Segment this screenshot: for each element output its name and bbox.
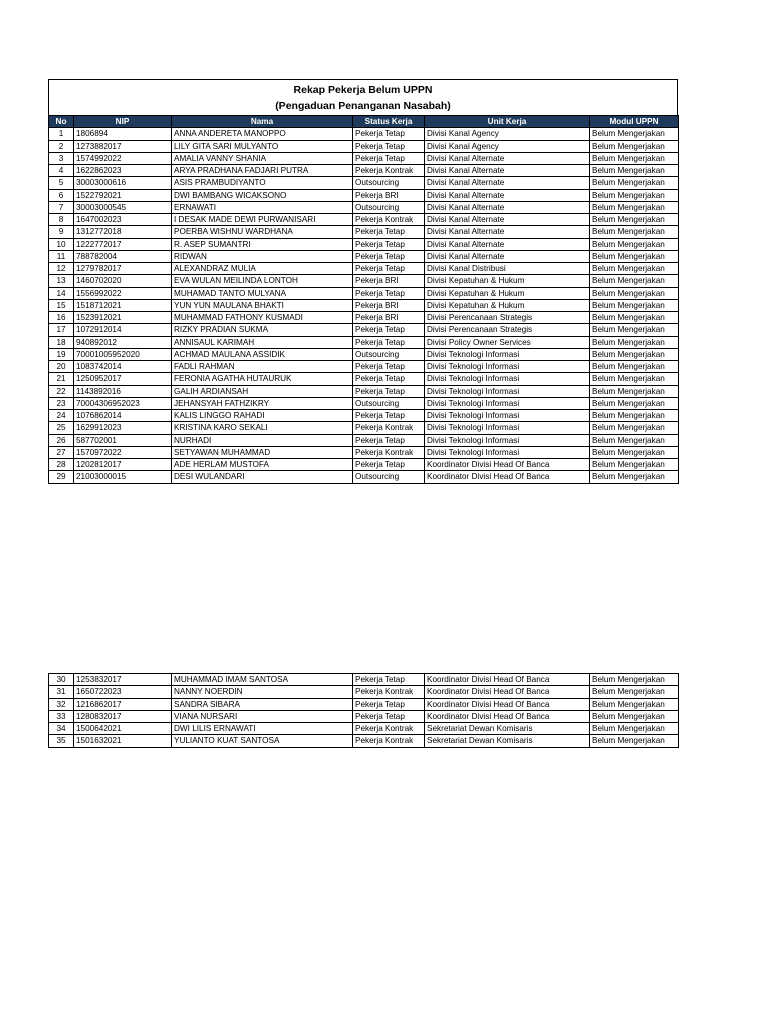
table-row bbox=[49, 275, 679, 287]
cell-unit: Koordinator Divisi Head Of Banca bbox=[425, 471, 590, 483]
cell-modul: Belum Mengerjakan bbox=[590, 446, 679, 458]
cell-modul: Belum Mengerjakan bbox=[590, 152, 679, 164]
col-header-unit: Unit Kerja bbox=[425, 116, 590, 128]
table-row bbox=[49, 735, 679, 747]
cell-unit: Divisi Teknologi Informasi bbox=[425, 446, 590, 458]
cell-nama: MUHAMMAD IMAM SANTOSA bbox=[172, 674, 353, 686]
cell-modul: Belum Mengerjakan bbox=[590, 165, 679, 177]
table-row bbox=[49, 324, 679, 336]
report-title-block bbox=[48, 79, 678, 115]
worker-table-continued bbox=[48, 673, 679, 748]
cell-unit: Sekretariat Dewan Komisaris bbox=[425, 723, 590, 735]
cell-nip: 1570972022 bbox=[74, 446, 172, 458]
cell-nip: 1556992022 bbox=[74, 287, 172, 299]
cell-modul: Belum Mengerjakan bbox=[590, 397, 679, 409]
cell-modul: Belum Mengerjakan bbox=[590, 312, 679, 324]
cell-nip: 1076862014 bbox=[74, 410, 172, 422]
table-row bbox=[49, 165, 679, 177]
cell-unit: Divisi Kanal Agency bbox=[425, 140, 590, 152]
worker-table bbox=[48, 115, 679, 484]
cell-status: Pekerja Tetap bbox=[353, 250, 425, 262]
table-row bbox=[49, 686, 679, 698]
cell-modul: Belum Mengerjakan bbox=[590, 189, 679, 201]
cell-nama: ALEXANDRAZ MULIA bbox=[172, 263, 353, 275]
cell-no: 7 bbox=[49, 201, 74, 213]
cell-status: Pekerja Kontrak bbox=[353, 422, 425, 434]
cell-no: 11 bbox=[49, 250, 74, 262]
cell-status: Pekerja Tetap bbox=[353, 373, 425, 385]
cell-nip: 940892012 bbox=[74, 336, 172, 348]
cell-status: Pekerja Tetap bbox=[353, 361, 425, 373]
table-row bbox=[49, 189, 679, 201]
cell-status: Pekerja Tetap bbox=[353, 238, 425, 250]
cell-nama: DWI BAMBANG WICAKSONO bbox=[172, 189, 353, 201]
cell-nip: 1647002023 bbox=[74, 214, 172, 226]
cell-status: Pekerja Tetap bbox=[353, 263, 425, 275]
cell-no: 12 bbox=[49, 263, 74, 275]
cell-nip: 1216862017 bbox=[74, 698, 172, 710]
cell-modul: Belum Mengerjakan bbox=[590, 674, 679, 686]
cell-no: 10 bbox=[49, 238, 74, 250]
cell-modul: Belum Mengerjakan bbox=[590, 373, 679, 385]
table-row bbox=[49, 201, 679, 213]
cell-unit: Divisi Kanal Alternate bbox=[425, 152, 590, 164]
cell-nama: DESI WULANDARI bbox=[172, 471, 353, 483]
table-row bbox=[49, 385, 679, 397]
cell-unit: Divisi Kanal Distribusi bbox=[425, 263, 590, 275]
cell-status: Pekerja Tetap bbox=[353, 226, 425, 238]
cell-nip: 70004306952023 bbox=[74, 397, 172, 409]
cell-status: Outsourcing bbox=[353, 177, 425, 189]
cell-nip: 1574992022 bbox=[74, 152, 172, 164]
cell-modul: Belum Mengerjakan bbox=[590, 214, 679, 226]
cell-nama: VIANA NURSARI bbox=[172, 710, 353, 722]
cell-unit: Sekretariat Dewan Komisaris bbox=[425, 735, 590, 747]
cell-nip: 1202812017 bbox=[74, 459, 172, 471]
cell-nip: 1250952017 bbox=[74, 373, 172, 385]
cell-nama: R. ASEP SUMANTRI bbox=[172, 238, 353, 250]
cell-modul: Belum Mengerjakan bbox=[590, 287, 679, 299]
cell-nip: 1622862023 bbox=[74, 165, 172, 177]
cell-nip: 1279782017 bbox=[74, 263, 172, 275]
cell-nip: 1072912014 bbox=[74, 324, 172, 336]
cell-nip: 1253832017 bbox=[74, 674, 172, 686]
cell-no: 17 bbox=[49, 324, 74, 336]
cell-unit: Koordinator Divisi Head Of Banca bbox=[425, 686, 590, 698]
cell-status: Pekerja Tetap bbox=[353, 152, 425, 164]
cell-unit: Divisi Teknologi Informasi bbox=[425, 373, 590, 385]
cell-status: Pekerja Tetap bbox=[353, 710, 425, 722]
table-row bbox=[49, 336, 679, 348]
cell-status: Pekerja Tetap bbox=[353, 459, 425, 471]
cell-status: Pekerja Kontrak bbox=[353, 686, 425, 698]
table-row bbox=[49, 238, 679, 250]
cell-nip: 1650722023 bbox=[74, 686, 172, 698]
cell-modul: Belum Mengerjakan bbox=[590, 324, 679, 336]
cell-status: Pekerja Tetap bbox=[353, 336, 425, 348]
cell-modul: Belum Mengerjakan bbox=[590, 250, 679, 262]
cell-modul: Belum Mengerjakan bbox=[590, 686, 679, 698]
cell-modul: Belum Mengerjakan bbox=[590, 471, 679, 483]
cell-nama: SANDRA SIBARA bbox=[172, 698, 353, 710]
cell-no: 30 bbox=[49, 674, 74, 686]
col-header-status: Status Kerja bbox=[353, 116, 425, 128]
cell-status: Outsourcing bbox=[353, 397, 425, 409]
cell-no: 34 bbox=[49, 723, 74, 735]
cell-nip: 788782004 bbox=[74, 250, 172, 262]
cell-no: 4 bbox=[49, 165, 74, 177]
cell-nama: YULIANTO KUAT SANTOSA bbox=[172, 735, 353, 747]
cell-modul: Belum Mengerjakan bbox=[590, 226, 679, 238]
cell-modul: Belum Mengerjakan bbox=[590, 348, 679, 360]
cell-unit: Divisi Teknologi Informasi bbox=[425, 434, 590, 446]
table-row bbox=[49, 459, 679, 471]
cell-status: Pekerja Tetap bbox=[353, 434, 425, 446]
cell-modul: Belum Mengerjakan bbox=[590, 177, 679, 189]
table-row bbox=[49, 422, 679, 434]
cell-no: 27 bbox=[49, 446, 74, 458]
cell-no: 25 bbox=[49, 422, 74, 434]
table-row bbox=[49, 152, 679, 164]
cell-unit: Koordinator Divisi Head Of Banca bbox=[425, 698, 590, 710]
cell-nama: NANNY NOERDIN bbox=[172, 686, 353, 698]
cell-unit: Divisi Kepatuhan & Hukum bbox=[425, 275, 590, 287]
cell-status: Pekerja BRI bbox=[353, 312, 425, 324]
cell-nama: YUN YUN MAULANA BHAKTI bbox=[172, 299, 353, 311]
cell-nama: RIDWAN bbox=[172, 250, 353, 262]
table-row bbox=[49, 177, 679, 189]
cell-unit: Divisi Teknologi Informasi bbox=[425, 361, 590, 373]
cell-status: Outsourcing bbox=[353, 348, 425, 360]
cell-nama: ARYA PRADHANA FADJARI PUTRA bbox=[172, 165, 353, 177]
cell-no: 29 bbox=[49, 471, 74, 483]
cell-status: Pekerja Tetap bbox=[353, 128, 425, 140]
cell-status: Pekerja Tetap bbox=[353, 287, 425, 299]
table-row bbox=[49, 128, 679, 140]
cell-no: 13 bbox=[49, 275, 74, 287]
table-row bbox=[49, 263, 679, 275]
cell-status: Pekerja Kontrak bbox=[353, 165, 425, 177]
table-body-continued bbox=[49, 674, 679, 748]
cell-nip: 1460702020 bbox=[74, 275, 172, 287]
table-row bbox=[49, 446, 679, 458]
cell-nip: 1312772018 bbox=[74, 226, 172, 238]
cell-status: Pekerja Tetap bbox=[353, 324, 425, 336]
cell-nama: RIZKY PRADIAN SUKMA bbox=[172, 324, 353, 336]
table-row bbox=[49, 471, 679, 483]
cell-nip: 1222772017 bbox=[74, 238, 172, 250]
cell-unit: Divisi Kanal Alternate bbox=[425, 226, 590, 238]
cell-modul: Belum Mengerjakan bbox=[590, 201, 679, 213]
cell-status: Pekerja Kontrak bbox=[353, 446, 425, 458]
cell-no: 33 bbox=[49, 710, 74, 722]
cell-status: Pekerja Tetap bbox=[353, 385, 425, 397]
cell-no: 19 bbox=[49, 348, 74, 360]
table-row bbox=[49, 214, 679, 226]
table-row bbox=[49, 312, 679, 324]
cell-no: 6 bbox=[49, 189, 74, 201]
cell-modul: Belum Mengerjakan bbox=[590, 361, 679, 373]
cell-no: 15 bbox=[49, 299, 74, 311]
cell-unit: Koordinator Divisi Head Of Banca bbox=[425, 674, 590, 686]
table-row bbox=[49, 361, 679, 373]
cell-nama: I DESAK MADE DEWI PURWANISARI bbox=[172, 214, 353, 226]
cell-nama: MUHAMMAD FATHONY KUSMADI bbox=[172, 312, 353, 324]
cell-modul: Belum Mengerjakan bbox=[590, 385, 679, 397]
cell-nip: 30003000616 bbox=[74, 177, 172, 189]
cell-modul: Belum Mengerjakan bbox=[590, 723, 679, 735]
cell-no: 2 bbox=[49, 140, 74, 152]
cell-nip: 1501632021 bbox=[74, 735, 172, 747]
cell-unit: Divisi Teknologi Informasi bbox=[425, 397, 590, 409]
cell-unit: Koordinator Divisi Head Of Banca bbox=[425, 710, 590, 722]
cell-nama: JEHANSYAH FATHZIKRY bbox=[172, 397, 353, 409]
table-row bbox=[49, 710, 679, 722]
cell-no: 20 bbox=[49, 361, 74, 373]
cell-no: 8 bbox=[49, 214, 74, 226]
cell-no: 22 bbox=[49, 385, 74, 397]
table-row bbox=[49, 410, 679, 422]
cell-nama: KRISTINA KARO SEKALI bbox=[172, 422, 353, 434]
cell-nip: 587702001 bbox=[74, 434, 172, 446]
cell-status: Pekerja Kontrak bbox=[353, 723, 425, 735]
cell-modul: Belum Mengerjakan bbox=[590, 140, 679, 152]
cell-no: 31 bbox=[49, 686, 74, 698]
cell-status: Pekerja Tetap bbox=[353, 674, 425, 686]
cell-status: Pekerja Kontrak bbox=[353, 735, 425, 747]
table-row bbox=[49, 373, 679, 385]
cell-unit: Divisi Kanal Alternate bbox=[425, 214, 590, 226]
report-subtitle: (Pengaduan Penanganan Nasabah) bbox=[275, 100, 451, 112]
table-row bbox=[49, 698, 679, 710]
cell-unit: Divisi Kanal Alternate bbox=[425, 165, 590, 177]
table-row bbox=[49, 397, 679, 409]
cell-modul: Belum Mengerjakan bbox=[590, 299, 679, 311]
cell-status: Pekerja Tetap bbox=[353, 410, 425, 422]
cell-nama: LILY GITA SARI MULYANTO bbox=[172, 140, 353, 152]
cell-unit: Divisi Teknologi Informasi bbox=[425, 422, 590, 434]
cell-nip: 1518712021 bbox=[74, 299, 172, 311]
cell-nama: AMALIA VANNY SHANIA bbox=[172, 152, 353, 164]
cell-no: 35 bbox=[49, 735, 74, 747]
cell-nama: FERONIA AGATHA HUTAURUK bbox=[172, 373, 353, 385]
cell-modul: Belum Mengerjakan bbox=[590, 336, 679, 348]
table-header-row bbox=[49, 116, 679, 128]
cell-nip: 21003000015 bbox=[74, 471, 172, 483]
cell-nama: ACHMAD MAULANA ASSIDIK bbox=[172, 348, 353, 360]
cell-modul: Belum Mengerjakan bbox=[590, 128, 679, 140]
cell-unit: Divisi Teknologi Informasi bbox=[425, 348, 590, 360]
cell-nama: FADLI RAHMAN bbox=[172, 361, 353, 373]
cell-modul: Belum Mengerjakan bbox=[590, 275, 679, 287]
table-row bbox=[49, 226, 679, 238]
cell-nama: DWI LILIS ERNAWATI bbox=[172, 723, 353, 735]
cell-status: Pekerja Kontrak bbox=[353, 214, 425, 226]
table-row bbox=[49, 723, 679, 735]
cell-modul: Belum Mengerjakan bbox=[590, 698, 679, 710]
cell-no: 18 bbox=[49, 336, 74, 348]
cell-nip: 1273882017 bbox=[74, 140, 172, 152]
cell-no: 21 bbox=[49, 373, 74, 385]
cell-nip: 30003000545 bbox=[74, 201, 172, 213]
cell-modul: Belum Mengerjakan bbox=[590, 263, 679, 275]
cell-modul: Belum Mengerjakan bbox=[590, 410, 679, 422]
table-row bbox=[49, 250, 679, 262]
cell-modul: Belum Mengerjakan bbox=[590, 710, 679, 722]
cell-unit: Divisi Kanal Alternate bbox=[425, 177, 590, 189]
col-header-nip: NIP bbox=[74, 116, 172, 128]
cell-nama: NURHADI bbox=[172, 434, 353, 446]
cell-nip: 1522792021 bbox=[74, 189, 172, 201]
table-row bbox=[49, 299, 679, 311]
cell-no: 28 bbox=[49, 459, 74, 471]
cell-nip: 1629912023 bbox=[74, 422, 172, 434]
cell-modul: Belum Mengerjakan bbox=[590, 459, 679, 471]
cell-unit: Divisi Kepatuhan & Hukum bbox=[425, 299, 590, 311]
cell-no: 24 bbox=[49, 410, 74, 422]
table-body bbox=[49, 128, 679, 483]
cell-no: 26 bbox=[49, 434, 74, 446]
cell-unit: Divisi Kanal Alternate bbox=[425, 250, 590, 262]
cell-unit: Divisi Teknologi Informasi bbox=[425, 410, 590, 422]
report-title: Rekap Pekerja Belum UPPN bbox=[293, 84, 433, 96]
cell-unit: Koordinator Divisi Head Of Banca bbox=[425, 459, 590, 471]
cell-unit: Divisi Kanal Agency bbox=[425, 128, 590, 140]
table-row bbox=[49, 674, 679, 686]
cell-status: Pekerja Tetap bbox=[353, 140, 425, 152]
cell-modul: Belum Mengerjakan bbox=[590, 434, 679, 446]
cell-unit: Divisi Perencanaan Strategis bbox=[425, 312, 590, 324]
cell-no: 14 bbox=[49, 287, 74, 299]
cell-modul: Belum Mengerjakan bbox=[590, 422, 679, 434]
cell-modul: Belum Mengerjakan bbox=[590, 735, 679, 747]
cell-nip: 70001005952020 bbox=[74, 348, 172, 360]
cell-status: Pekerja Tetap bbox=[353, 698, 425, 710]
cell-status: Pekerja BRI bbox=[353, 189, 425, 201]
cell-nip: 1523912021 bbox=[74, 312, 172, 324]
cell-unit: Divisi Kanal Alternate bbox=[425, 238, 590, 250]
cell-no: 9 bbox=[49, 226, 74, 238]
table-row bbox=[49, 434, 679, 446]
cell-nama: GALIH ARDIANSAH bbox=[172, 385, 353, 397]
cell-no: 3 bbox=[49, 152, 74, 164]
cell-nip: 1143892016 bbox=[74, 385, 172, 397]
cell-nip: 1280832017 bbox=[74, 710, 172, 722]
cell-no: 5 bbox=[49, 177, 74, 189]
col-header-nama: Nama bbox=[172, 116, 353, 128]
cell-nip: 1500642021 bbox=[74, 723, 172, 735]
col-header-modul: Modul UPPN bbox=[590, 116, 679, 128]
cell-nama: ASIS PRAMBUDIYANTO bbox=[172, 177, 353, 189]
table-row bbox=[49, 287, 679, 299]
cell-status: Pekerja BRI bbox=[353, 299, 425, 311]
cell-unit: Divisi Teknologi Informasi bbox=[425, 385, 590, 397]
table-row bbox=[49, 348, 679, 360]
cell-nama: ANNISAUL KARIMAH bbox=[172, 336, 353, 348]
cell-unit: Divisi Perencanaan Strategis bbox=[425, 324, 590, 336]
cell-status: Pekerja BRI bbox=[353, 275, 425, 287]
cell-status: Outsourcing bbox=[353, 471, 425, 483]
cell-status: Outsourcing bbox=[353, 201, 425, 213]
cell-no: 1 bbox=[49, 128, 74, 140]
table-row bbox=[49, 140, 679, 152]
col-header-no: No bbox=[49, 116, 74, 128]
cell-unit: Divisi Kanal Alternate bbox=[425, 189, 590, 201]
cell-no: 23 bbox=[49, 397, 74, 409]
cell-nama: MUHAMAD TANTO MULYANA bbox=[172, 287, 353, 299]
cell-modul: Belum Mengerjakan bbox=[590, 238, 679, 250]
cell-nama: SETYAWAN MUHAMMAD bbox=[172, 446, 353, 458]
cell-nama: ANNA ANDERETA MANOPPO bbox=[172, 128, 353, 140]
cell-nama: ADE HERLAM MUSTOFA bbox=[172, 459, 353, 471]
cell-no: 16 bbox=[49, 312, 74, 324]
cell-unit: Divisi Kepatuhan & Hukum bbox=[425, 287, 590, 299]
cell-unit: Divisi Policy Owner Services bbox=[425, 336, 590, 348]
cell-nip: 1083742014 bbox=[74, 361, 172, 373]
cell-nama: ERNAWATI bbox=[172, 201, 353, 213]
cell-no: 32 bbox=[49, 698, 74, 710]
cell-nama: EVA WULAN MEILINDA LONTOH bbox=[172, 275, 353, 287]
cell-nip: 1806894 bbox=[74, 128, 172, 140]
cell-unit: Divisi Kanal Alternate bbox=[425, 201, 590, 213]
cell-nama: POERBA WISHNU WARDHANA bbox=[172, 226, 353, 238]
cell-nama: KALIS LINGGO RAHADI bbox=[172, 410, 353, 422]
